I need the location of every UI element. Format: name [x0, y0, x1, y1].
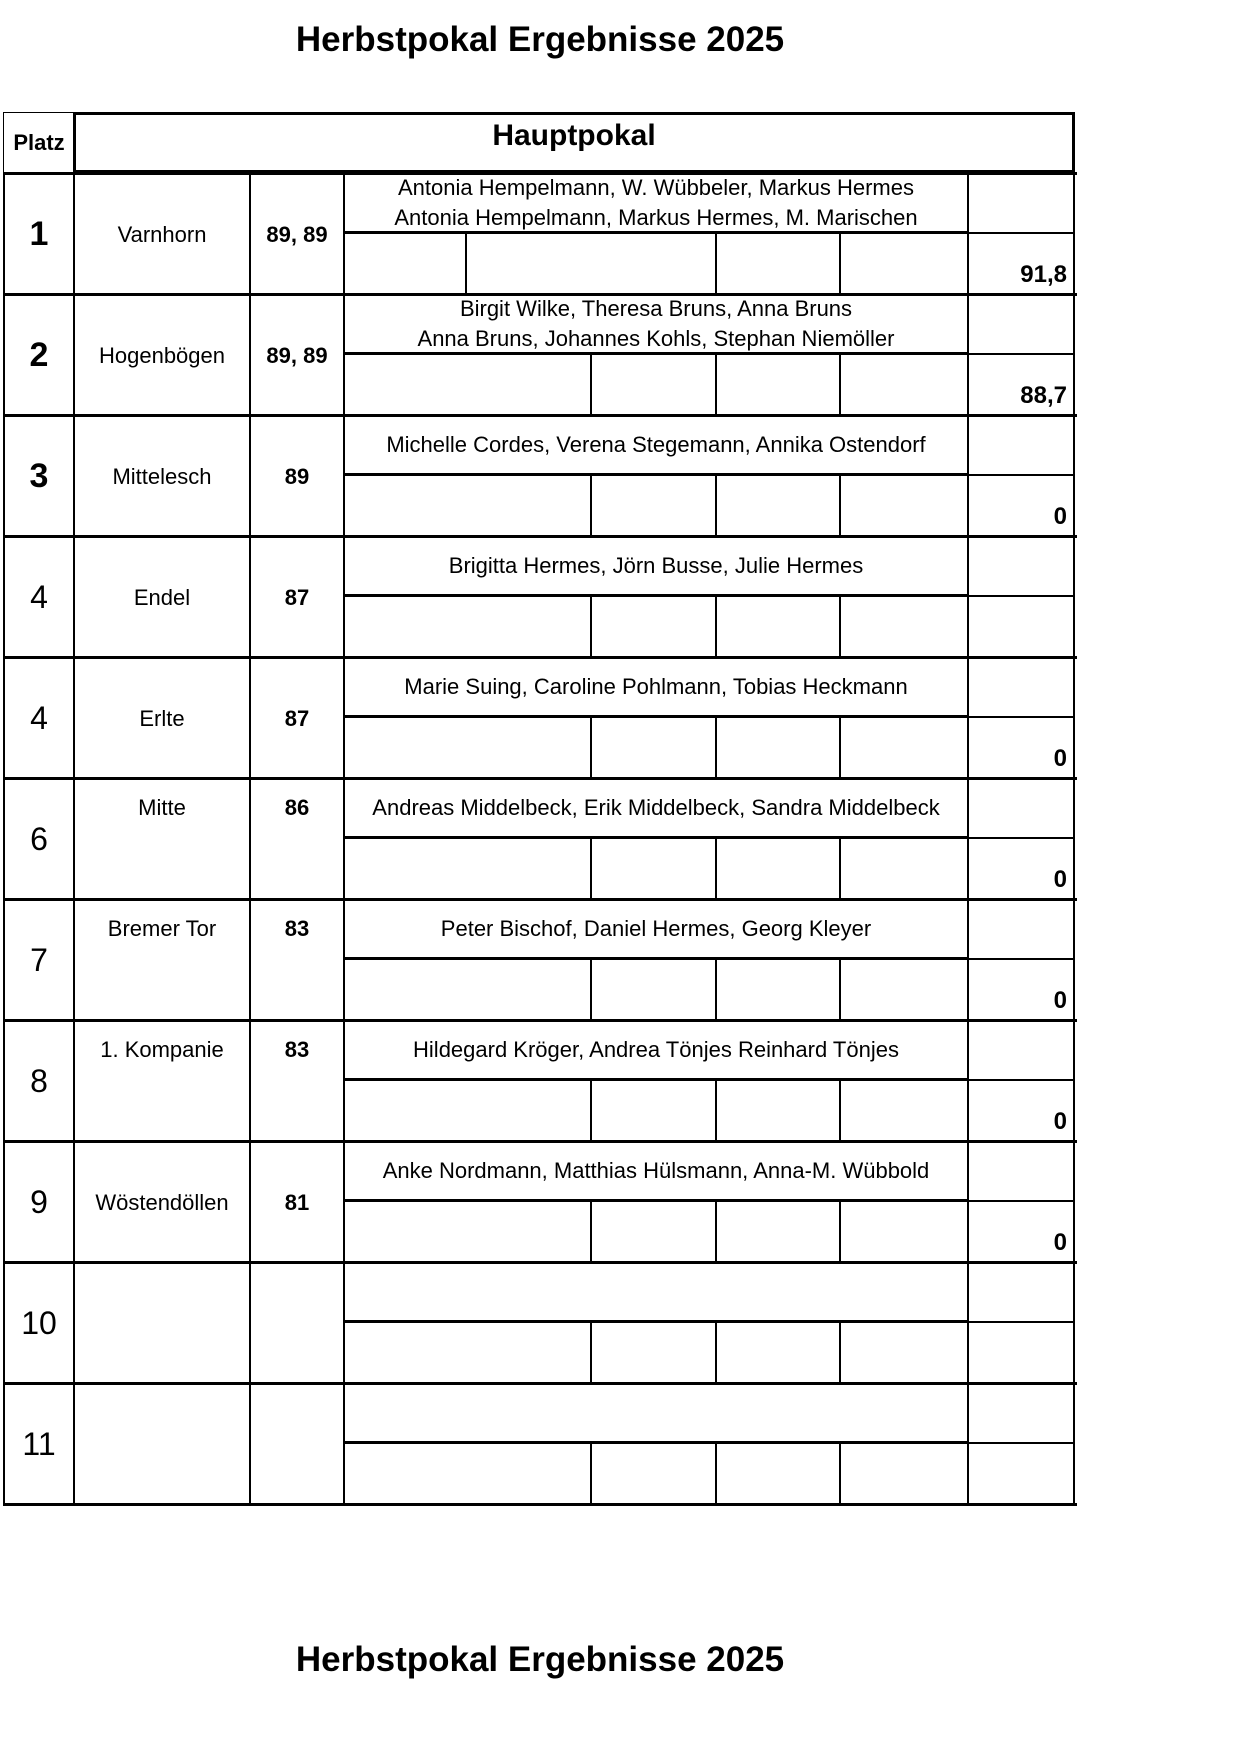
platz-cell: 3: [3, 416, 75, 537]
score-cell: 81: [251, 1142, 345, 1263]
shooters-cell: [345, 174, 969, 234]
score-cell: 83: [251, 900, 345, 1021]
platz-cell: 1: [3, 174, 75, 295]
sub-score-cell: [841, 597, 969, 658]
verein-cell: 1. Kompanie: [75, 1021, 251, 1142]
sub-score-cell: [592, 597, 717, 658]
sub-score-cell: [592, 1081, 717, 1142]
header-hauptpokal: [73, 112, 1075, 173]
total-cell: 0: [969, 960, 1075, 1021]
sub-score-cell: [841, 476, 969, 537]
verein-cell: Mitte: [75, 779, 251, 900]
sub-score-cell: [345, 355, 592, 416]
sub-score-cell: [717, 597, 841, 658]
table-row: [3, 658, 1075, 779]
shooters-cell: [345, 1142, 969, 1202]
table-row: [3, 295, 1075, 416]
platz-cell: 11: [3, 1384, 75, 1505]
sub-score-cell: [345, 234, 467, 295]
table-row: [3, 1263, 1075, 1384]
shooters-cell: [345, 900, 969, 960]
shooters-line: Anke Nordmann, Matthias Hülsmann, Anna-M. Wübbold: [382, 1157, 930, 1183]
table-row: [3, 1384, 1075, 1505]
sub-score-cell: [592, 839, 717, 900]
result-top-cell: [969, 416, 1075, 476]
shooters-line: Antonia Hempelmann, Markus Hermes, M. Marischen: [394, 204, 918, 230]
sub-score-cell: [841, 1081, 969, 1142]
sub-score-cell: [717, 960, 841, 1021]
result-top-cell: [969, 295, 1075, 355]
total-cell: [969, 1323, 1075, 1384]
score-cell: 87: [251, 658, 345, 779]
table-row: [3, 779, 1075, 900]
footer-title: Herbstpokal Ergebnisse 2025: [295, 1640, 785, 1679]
result-top-cell: [969, 658, 1075, 718]
sub-score-cell: [592, 1323, 717, 1384]
sub-score-cell: [717, 1444, 841, 1505]
table-header: [3, 112, 1075, 173]
table-row: [3, 900, 1075, 1021]
shooters-cell: [345, 658, 969, 718]
sub-score-cell: [345, 1323, 592, 1384]
shooters-cell: [345, 295, 969, 355]
platz-cell: 9: [3, 1142, 75, 1263]
shooters-line: Birgit Wilke, Theresa Bruns, Anna Bruns: [459, 295, 853, 321]
total-cell: 0: [969, 476, 1075, 537]
sub-score-cell: [717, 1202, 841, 1263]
verein-cell: Wöstendöllen: [75, 1142, 251, 1263]
sub-score-cell: [467, 234, 717, 295]
verein-cell: Varnhorn: [75, 174, 251, 295]
sub-score-cell: [841, 1323, 969, 1384]
sub-score-cell: [841, 355, 969, 416]
shooters-cell: [345, 416, 969, 476]
score-cell: 89, 89: [251, 174, 345, 295]
total-cell: 0: [969, 839, 1075, 900]
sub-score-cell: [592, 960, 717, 1021]
platz-cell: 4: [3, 658, 75, 779]
sub-score-cell: [345, 476, 592, 537]
result-top-cell: [969, 1384, 1075, 1444]
verein-cell: Erlte: [75, 658, 251, 779]
score-cell: 87: [251, 537, 345, 658]
sub-score-cell: [345, 1444, 592, 1505]
verein-cell: Hogenbögen: [75, 295, 251, 416]
score-cell: 86: [251, 779, 345, 900]
sub-score-cell: [717, 234, 841, 295]
result-top-cell: [969, 1021, 1075, 1081]
verein-cell: [75, 1384, 251, 1505]
score-cell: [251, 1384, 345, 1505]
sub-score-cell: [345, 718, 592, 779]
platz-cell: 6: [3, 779, 75, 900]
platz-cell: 2: [3, 295, 75, 416]
result-top-cell: [969, 1142, 1075, 1202]
sub-score-cell: [717, 1323, 841, 1384]
shooters-cell: [345, 1021, 969, 1081]
platz-cell: 4: [3, 537, 75, 658]
document-title: Herbstpokal Ergebnisse 2025: [295, 20, 785, 59]
result-top-cell: [969, 1263, 1075, 1323]
sub-score-cell: [841, 718, 969, 779]
shooters-line: Michelle Cordes, Verena Stegemann, Annika Ostendorf: [386, 431, 926, 457]
shooters-line: Peter Bischof, Daniel Hermes, Georg Kleyer: [440, 915, 872, 941]
total-cell: [969, 597, 1075, 658]
result-top-cell: [969, 779, 1075, 839]
shooters-line: Marie Suing, Caroline Pohlmann, Tobias Heckmann: [404, 673, 908, 699]
shooters-line: Brigitta Hermes, Jörn Busse, Julie Hermes: [448, 552, 864, 578]
shooters-line: Hildegard Kröger, Andrea Tönjes Reinhard Tönjes: [413, 1036, 899, 1062]
sub-score-cell: [345, 960, 592, 1021]
sub-score-cell: [841, 960, 969, 1021]
score-cell: [251, 1263, 345, 1384]
sub-score-cell: [592, 355, 717, 416]
total-cell: 0: [969, 1081, 1075, 1142]
sub-score-cell: [717, 839, 841, 900]
score-cell: 83: [251, 1021, 345, 1142]
table-row: [3, 1142, 1075, 1263]
platz-cell: 7: [3, 900, 75, 1021]
total-cell: 91,8: [969, 234, 1075, 295]
table-bottom-border: [3, 1503, 1077, 1506]
platz-cell: 8: [3, 1021, 75, 1142]
shooters-cell: [345, 537, 969, 597]
header-title: Hauptpokal: [492, 119, 656, 152]
shooters-line: Anna Bruns, Johannes Kohls, Stephan Niemöller: [417, 325, 895, 351]
score-cell: 89, 89: [251, 295, 345, 416]
table-row: [3, 1021, 1075, 1142]
result-top-cell: [969, 537, 1075, 597]
header-platz: Platz: [3, 112, 74, 173]
sub-score-cell: [592, 1202, 717, 1263]
table-row: [3, 537, 1075, 658]
total-cell: [969, 1444, 1075, 1505]
verein-cell: Mittelesch: [75, 416, 251, 537]
sub-score-cell: [717, 718, 841, 779]
sub-score-cell: [345, 597, 592, 658]
verein-cell: Endel: [75, 537, 251, 658]
result-top-cell: [969, 900, 1075, 960]
score-cell: 89: [251, 416, 345, 537]
sub-score-cell: [592, 476, 717, 537]
total-cell: 88,7: [969, 355, 1075, 416]
shooters-line: Andreas Middelbeck, Erik Middelbeck, Sandra Middelbeck: [372, 794, 940, 820]
shooters-cell: [345, 779, 969, 839]
sub-score-cell: [841, 234, 969, 295]
shooters-cell: [345, 1384, 969, 1444]
shooters-cell: [345, 1263, 969, 1323]
sub-score-cell: [592, 1444, 717, 1505]
sub-score-cell: [841, 1444, 969, 1505]
sub-score-cell: [717, 1081, 841, 1142]
shooters-line: Antonia Hempelmann, W. Wübbeler, Markus Hermes: [398, 174, 914, 200]
sub-score-cell: [345, 839, 592, 900]
verein-cell: [75, 1263, 251, 1384]
platz-cell: 10: [3, 1263, 75, 1384]
sub-score-cell: [841, 839, 969, 900]
sub-score-cell: [345, 1081, 592, 1142]
sub-score-cell: [717, 476, 841, 537]
verein-cell: Bremer Tor: [75, 900, 251, 1021]
sub-score-cell: [717, 355, 841, 416]
table-row: [3, 416, 1075, 537]
result-top-cell: [969, 174, 1075, 234]
sub-score-cell: [592, 718, 717, 779]
table-row: [3, 174, 1075, 295]
total-cell: 0: [969, 1202, 1075, 1263]
sub-score-cell: [841, 1202, 969, 1263]
total-cell: 0: [969, 718, 1075, 779]
sub-score-cell: [345, 1202, 592, 1263]
